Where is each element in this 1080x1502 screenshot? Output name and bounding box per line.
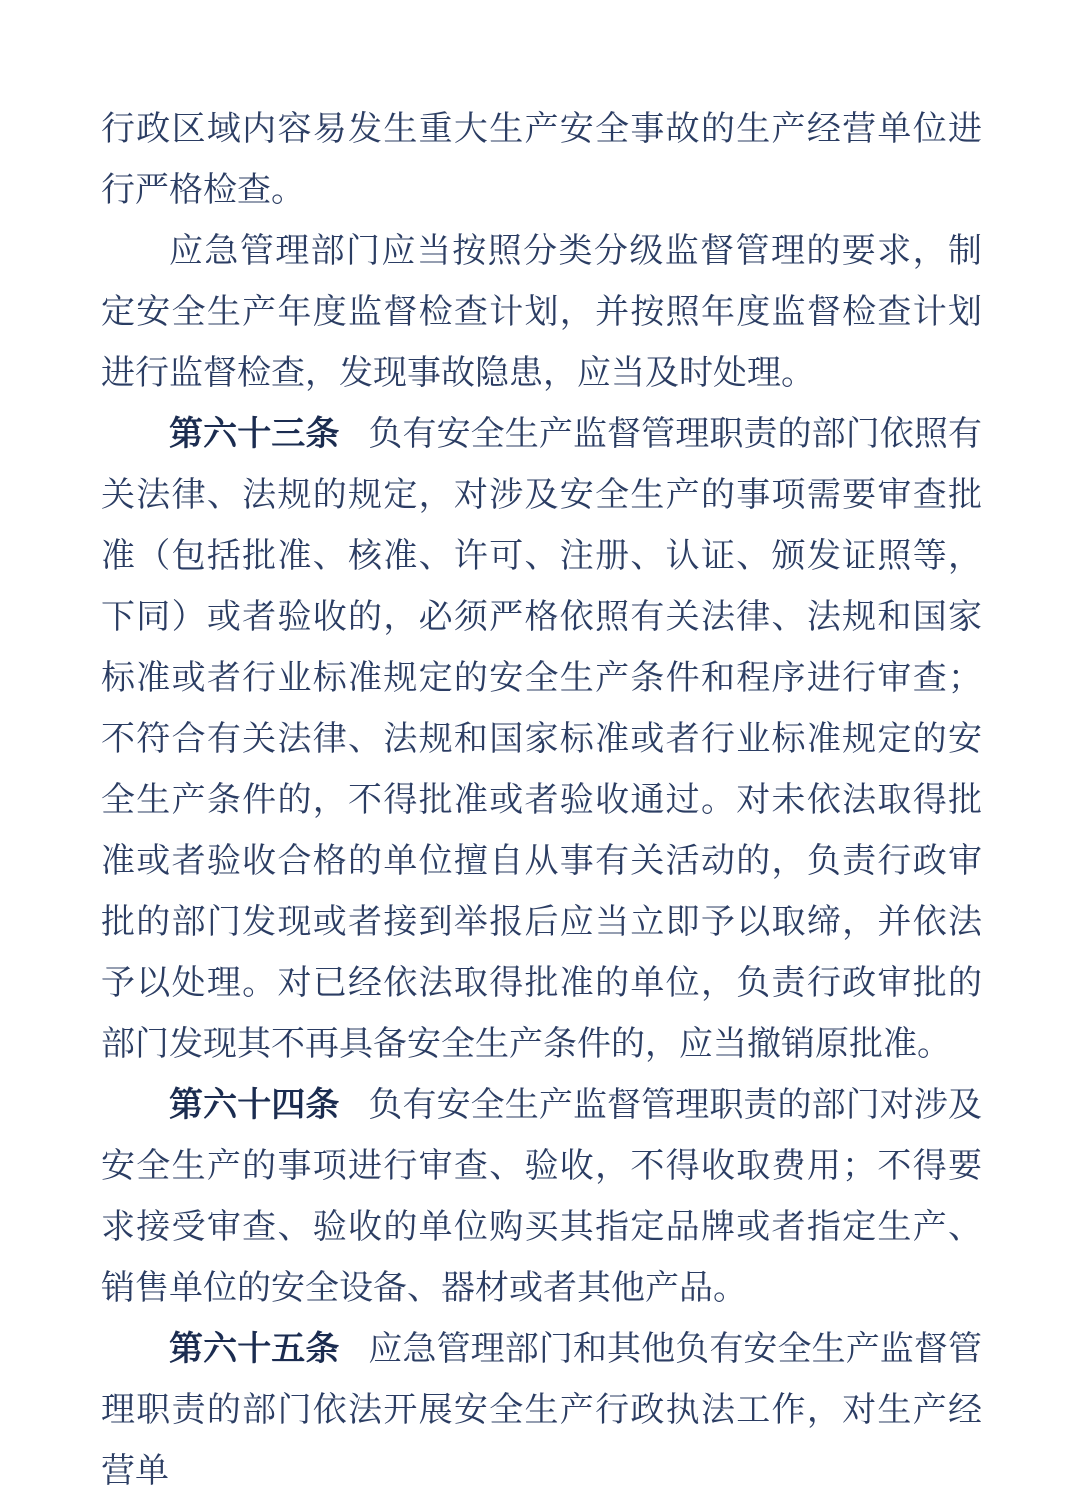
paragraph-text: 行政区域内容易发生重大生产安全事故的生产经营单位进行严格检查。 bbox=[101, 111, 982, 209]
article-number: 第六十四条 bbox=[169, 1086, 340, 1124]
paragraph bbox=[101, 221, 982, 404]
paragraph-article-64 bbox=[101, 1075, 982, 1319]
paragraph-continuation bbox=[101, 99, 982, 221]
article-number: 第六十五条 bbox=[169, 1330, 340, 1368]
paragraph-text: 负有安全生产监督管理职责的部门对涉及安全生产的事项进行审查、验收，不得收取费用；不得要求接受审查、验收的单位购买其指定品牌或者指定生产、销售单位的安全设备、器材或者其他产品。 bbox=[101, 1087, 983, 1307]
document-body bbox=[101, 99, 982, 1502]
paragraph-text: 应急管理部门和其他负有安全生产监督管理职责的部门依法开展安全生产行政执法工作，对生产经营单 bbox=[101, 1331, 983, 1490]
paragraph-article-65 bbox=[101, 1319, 982, 1502]
article-number: 第六十三条 bbox=[169, 415, 340, 453]
paragraph-article-63 bbox=[101, 404, 982, 1075]
paragraph-text: 负有安全生产监督管理职责的部门依照有关法律、法规的规定，对涉及安全生产的事项需要审查批准（包括批准、核准、许可、注册、认证、颁发证照等，下同）或者验收的，必须严格依照有关法律、法规和国家标准或者行业标准规定的安全生产条件和程序进行审查；不符合有关法律、法规和国家标准或者行业标准规定的安全生产条件的，不得批准或者验收通过。对未依法取得批准或者验收合格的单位擅自从事有关活动的，负责行政审批的部门发现或者接到举报后应当立即予以取缔，并依法予以处理。对已经依法取得批准的单位，负责行政审批的部门发现其不再具备安全生产条件的，应当撤销原批准。 bbox=[101, 416, 983, 1063]
paragraph-text: 应急管理部门应当按照分类分级监督管理的要求，制定安全生产年度监督检查计划，并按照年度监督检查计划进行监督检查，发现事故隐患，应当及时处理。 bbox=[101, 233, 982, 392]
